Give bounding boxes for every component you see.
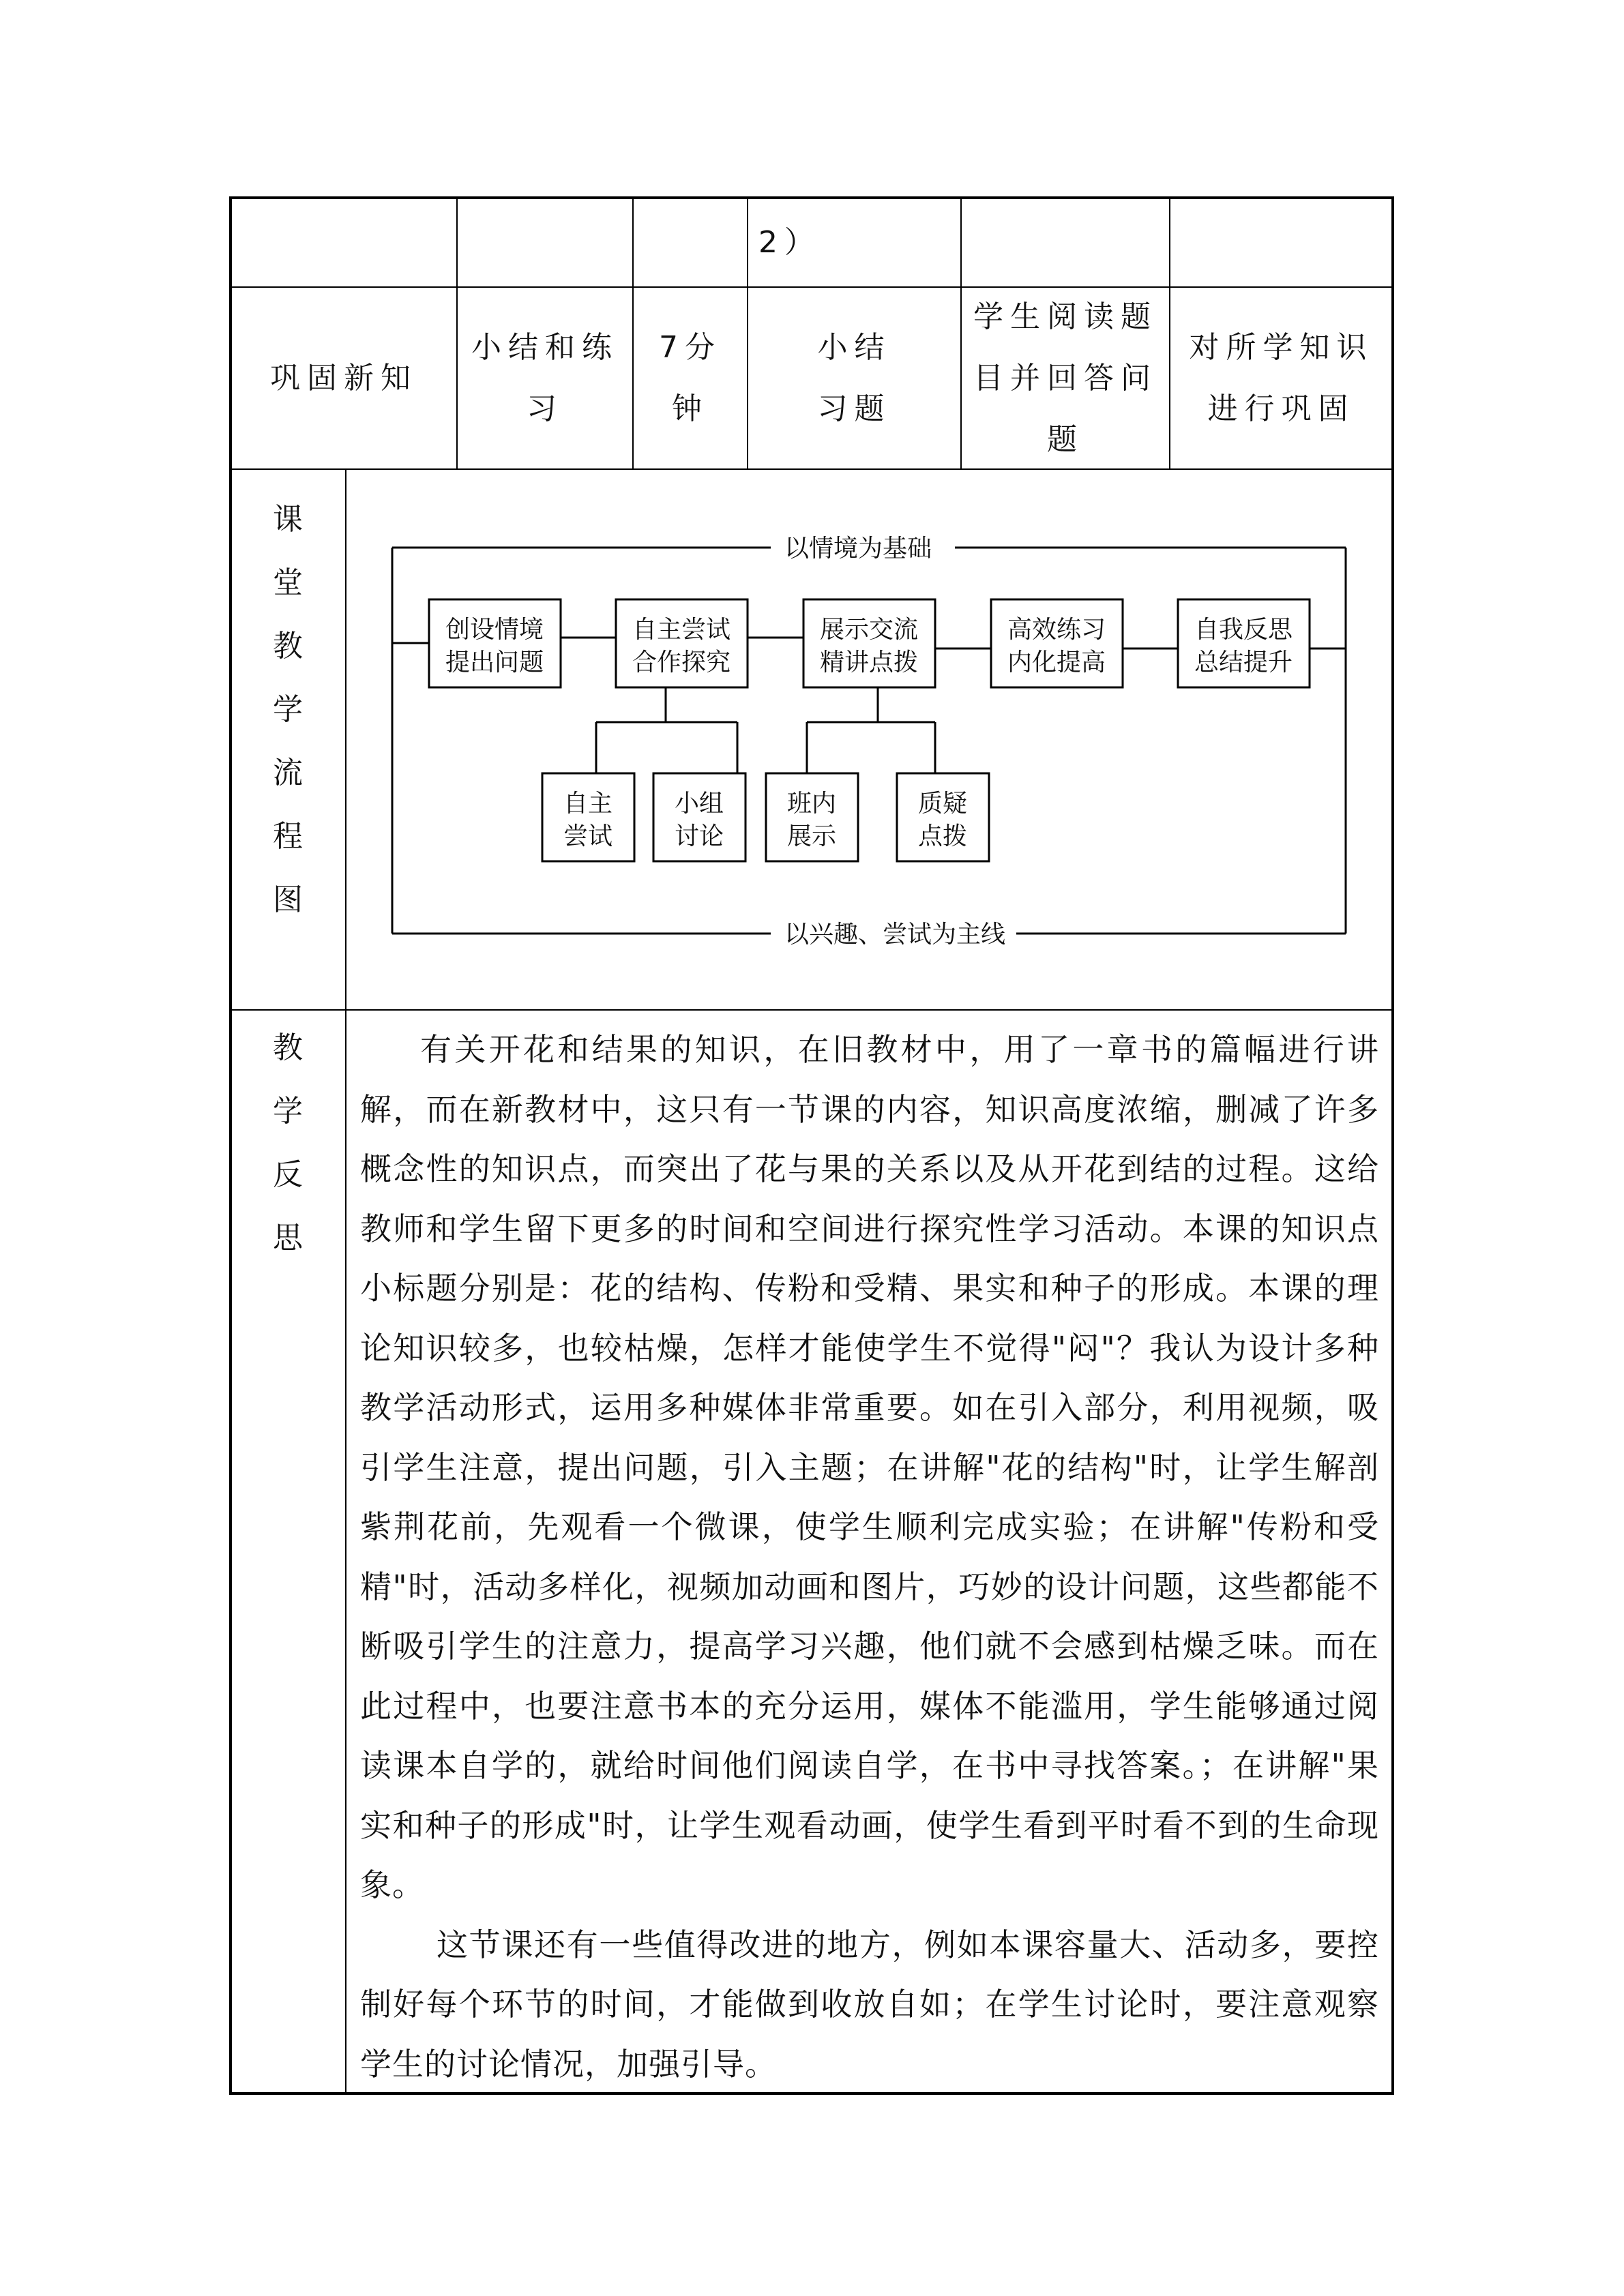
sub-step-label: 班内 <box>786 790 837 818</box>
frame-bottom-label: 以兴趣、尝试为主线 <box>784 921 1006 949</box>
frame-top-label: 以情境为基础 <box>784 535 932 563</box>
reflection-paragraph: 有关开花和结果的知识，在旧教材中，用了一章书的篇幅进行讲解，而在新教材中，这只有一节课的内容，知识高度浓缩，删减了许多概念性的知识点，而突出了花与果的关系以及从开花到结的过程。这给教师和学生留下更多的时间和空间进行探究性学习活动。本课的知识点小标题分别是：花的结构、传粉和受精、果实和种子的形成。本课的理论知识较多，也较枯燥，怎样才能使学生不觉得"闷"？我认为设计多种教学活动形式，运用多种媒体非常重要。如在引入部分，利用视频，吸引学生注意，提出问题，引入主题；在讲解"花的结构"时，让学生解剖紫荆花前，先观看一个微课，使学生顺利完成实验；在讲解"传粉和受精"时，活动多样化，视频加动画和图片，巧妙的设计问题，这些都能不断吸引学生的注意力，提高学习兴趣，他们就不会感到枯燥乏味。而在此过程中，也要注意书本的充分运用，媒体不能滥用，学生能够通过阅读课本自学的，就给时间他们阅读自学，在书中寻找答案。；在讲解"果实和种子的形成"时，让学生观看动画，使学生看到平时看不到的生命现象。 <box>360 1031 1379 1903</box>
label-char: 课 <box>273 502 303 537</box>
sub-step-label: 讨论 <box>674 822 724 850</box>
intent-line: 对所学知识 <box>1189 329 1374 365</box>
step-label: 自我反思 <box>1194 616 1293 644</box>
step-label: 创设情境 <box>445 616 544 644</box>
label-char: 学 <box>273 692 303 727</box>
step-label: 精讲点拨 <box>819 648 919 676</box>
reflection-paragraph: 这节课还有一些值得改进的地方，例如本课容量大、活动多，要控制好每个环节的时间，才能做到收放自如；在学生讨论时，要注意观察学生的讨论情况，加强引导。 <box>360 1926 1379 2083</box>
reflection-text <box>360 1020 1379 2094</box>
label-char: 程 <box>273 819 303 854</box>
activity-line: 小结和练 <box>471 329 619 365</box>
activity-line: 习 <box>527 391 563 426</box>
label-char: 流 <box>273 756 303 790</box>
label-char: 教 <box>273 1030 303 1065</box>
label-char: 思 <box>273 1221 303 1255</box>
teacher-line: 小结 <box>817 329 891 365</box>
label-char: 教 <box>273 629 303 664</box>
sub-step-label: 自主 <box>563 790 613 818</box>
step-label: 总结提升 <box>1194 648 1293 676</box>
student-line: 目并回答问 <box>973 360 1157 396</box>
step-label: 内化提高 <box>1007 648 1106 676</box>
sub-step-label: 展示 <box>786 822 837 850</box>
step-label: 展示交流 <box>819 616 919 644</box>
continued-text: 2） <box>758 224 821 260</box>
label-char: 图 <box>273 882 303 917</box>
label-char: 学 <box>273 1094 303 1129</box>
sub-step-label: 质疑 <box>917 790 968 818</box>
sub-step-label: 尝试 <box>563 822 613 850</box>
step-label: 自主尝试 <box>632 616 731 644</box>
intent-line: 进行巩固 <box>1207 391 1355 426</box>
step-label: 提出问题 <box>445 648 544 676</box>
step-label: 高效练习 <box>1007 616 1106 644</box>
time-line: 钟 <box>672 391 709 426</box>
reflection-label <box>267 1016 308 1270</box>
student-line: 题 <box>1047 421 1084 457</box>
label-char: 反 <box>273 1157 303 1192</box>
teacher-line: 习题 <box>817 391 891 426</box>
time-line: 7分 <box>659 329 722 365</box>
phase-text: 巩固新知 <box>270 360 417 396</box>
step-label: 合作探究 <box>632 648 731 676</box>
student-line: 学生阅读题 <box>973 299 1157 334</box>
sub-step-label: 点拨 <box>917 822 968 850</box>
label-char: 堂 <box>273 565 303 600</box>
sub-step-label: 小组 <box>674 790 724 818</box>
